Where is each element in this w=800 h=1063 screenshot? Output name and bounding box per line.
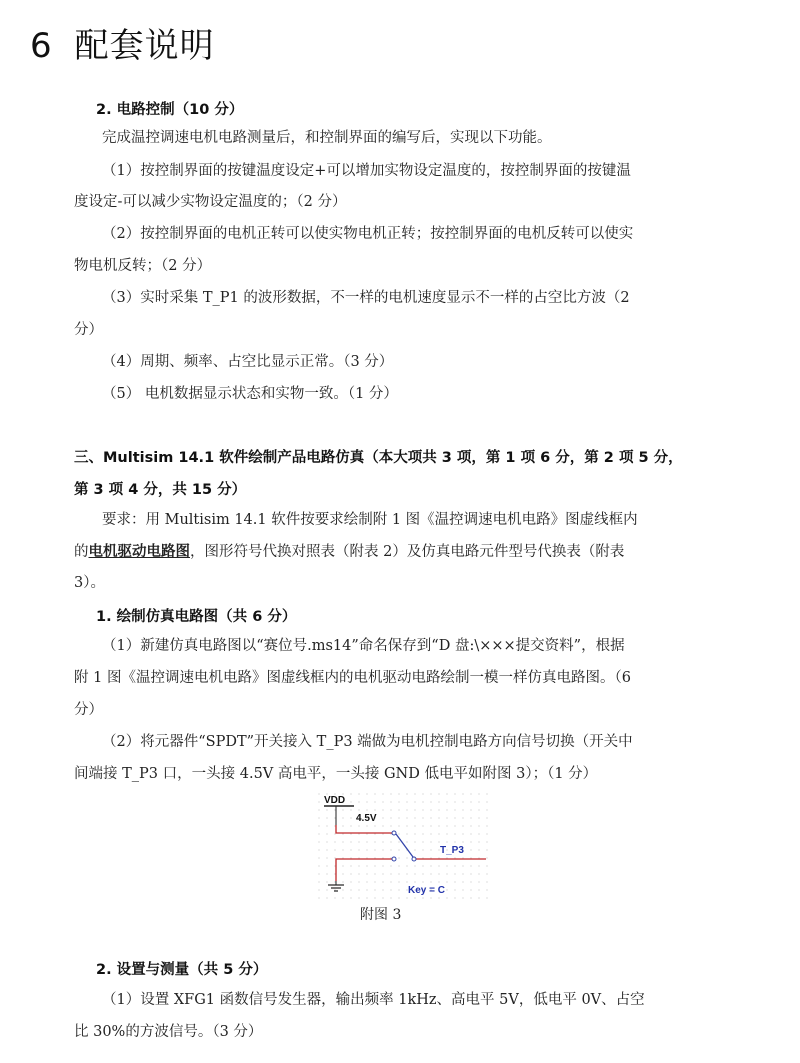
item2-line1: （2）按控制界面的电机正转可以使实物电机正转；按控制界面的电机反转可以使实 — [102, 226, 634, 242]
figure-caption: 附图 3 — [360, 907, 402, 923]
heading-setup-measure: 2. 设置与测量（共 5 分） — [96, 962, 268, 978]
section-title — [30, 18, 215, 67]
item1-line2: 度设定-可以减少实物设定温度的；（2 分） — [74, 194, 347, 210]
sub2-item1-line2: 比 30%的方波信号。（3 分） — [74, 1024, 263, 1040]
heading-multisim-line1: 三、Multisim 14.1 软件绘制产品电路仿真（本大项共 3 项，第 1 项 6 分，第 2 项 5 分， — [74, 450, 683, 466]
item3-line1: （3）实时采集 T_P1 的波形数据，不一样的电机速度显示不一样的占空比方波（2 — [102, 290, 630, 306]
req-suffix: ，图形符号代换对照表（附表 2）及仿真电路元件型号代换表（附表 — [190, 544, 625, 560]
req-prefix: 的 — [74, 544, 89, 560]
motor-drive-circuit-link: 电机驱动电路图 — [88, 544, 190, 560]
voltage-label: 4.5V — [356, 813, 377, 824]
sub1-item1-line2: 附 1 图《温控调速电机电路》图虚线框内的电机驱动电路绘制一模一样仿真电路图。（6 — [74, 670, 631, 686]
sub2-item1-line1: （1）设置 XFG1 函数信号发生器，输出频率 1kHz、高电平 5V，低电平 0V、占空 — [102, 992, 645, 1008]
section-title-text: 配套说明 — [74, 26, 215, 66]
section-number: 6 — [30, 26, 53, 66]
vdd-label: VDD — [324, 795, 346, 806]
tp3-label: T_P3 — [440, 845, 464, 856]
sub1-item2-line1: （2）将元器件“SPDT”开关接入 T_P3 端做为电机控制电路方向信号切换（开关中 — [102, 734, 633, 750]
sub1-item1-line3: 分） — [74, 702, 103, 718]
heading-draw-circuit: 1. 绘制仿真电路图（共 6 分） — [96, 609, 297, 625]
sub1-item1-line1: （1）新建仿真电路图以“赛位号.ms14”命名保存到“D 盘:\×××提交资料”，根据 — [102, 638, 625, 654]
key-label: Key = C — [408, 885, 445, 896]
heading-multisim-line2: 第 3 项 4 分，共 15 分） — [74, 482, 247, 498]
spdt-switch-diagram — [318, 793, 488, 903]
sub1-item2-line2: 间端接 T_P3 口，一头接 4.5V 高电平，一头接 GND 低电平如附图 3）；（1 分） — [74, 766, 598, 782]
paragraph-intro: 完成温控调速电机电路测量后，和控制界面的编写后，实现以下功能。 — [102, 130, 552, 146]
item1-line1: （1）按控制界面的按键温度设定+可以增加实物设定温度的，按控制界面的按键温 — [102, 163, 631, 179]
requirement-line1: 要求：用 Multisim 14.1 软件按要求绘制附 1 图《温控调速电机电路》图虚线框内 — [102, 512, 638, 528]
item5: （5） 电机数据显示状态和实物一致。（1 分） — [102, 386, 398, 402]
item4: （4）周期、频率、占空比显示正常。（3 分） — [102, 354, 394, 370]
requirement-line3: 3）。 — [74, 575, 105, 591]
requirement-line2 — [74, 542, 624, 562]
item2-line2: 物电机反转；（2 分） — [74, 258, 212, 274]
heading-circuit-control: 2. 电路控制（10 分） — [96, 102, 244, 118]
item3-line2: 分） — [74, 322, 103, 338]
